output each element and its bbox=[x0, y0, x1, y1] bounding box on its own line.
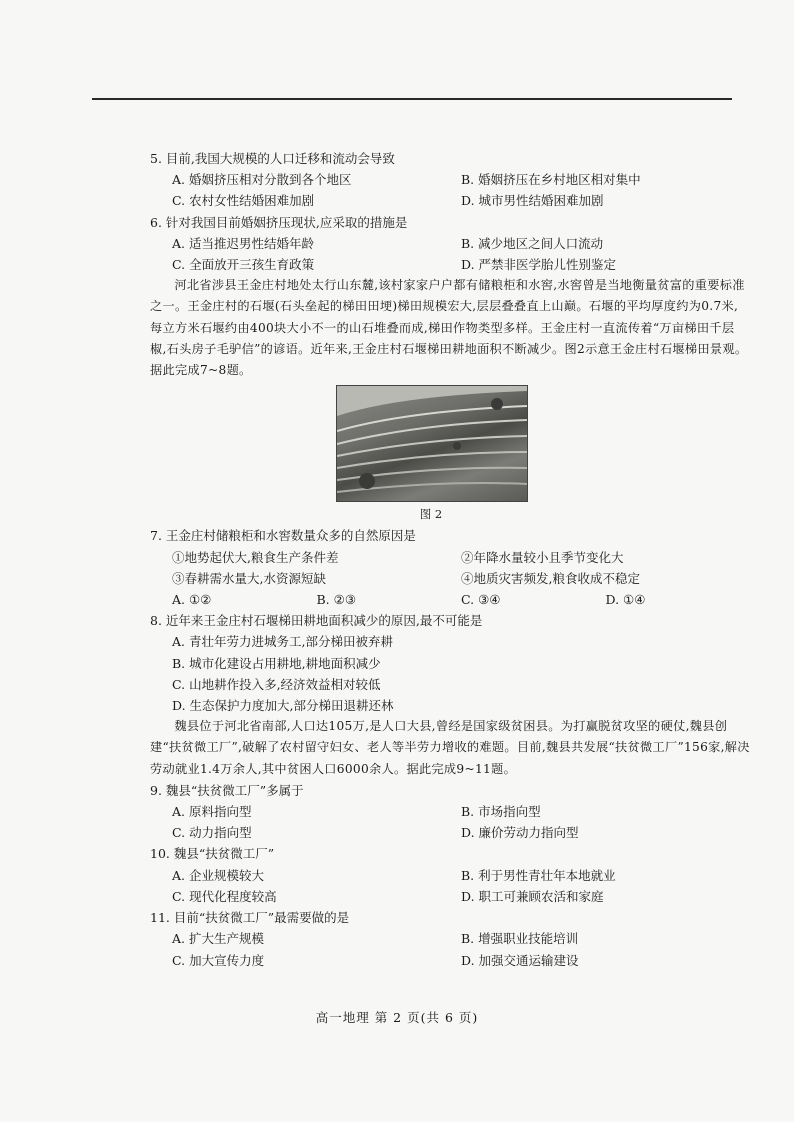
q10-options-row2 bbox=[150, 886, 750, 907]
q5-option-c[interactable]: C. 农村女性结婚困难加剧 bbox=[172, 193, 315, 209]
passage-wangjinzhuang: 河北省涉县王金庄村地处太行山东麓,该村家家户户都有储粮柜和水窖,水窖曾是当地衡量贫富的重要标准之一。王金庄村的石堰(石头垒起的梯田田埂)梯田规模宏大,层层叠叠直上山巅。石堰的平均厚度约为0.7米,每立方米石堰约由400块大小不一的山石堆叠而成,梯田作物类型多样。王金庄村一直流传着“万亩梯田千层椒,石头房子毛驴信”的谚语。近年来,王金庄村石堰梯田耕地面积不断减少。图2示意王金庄村石堰梯田景观。据此完成7~8题。 bbox=[150, 278, 748, 378]
header-rule bbox=[92, 98, 732, 100]
q5-option-d[interactable]: D. 城市男性结婚困难加剧 bbox=[461, 193, 604, 209]
q11-options-row2 bbox=[150, 950, 750, 971]
q10-options bbox=[150, 865, 750, 886]
q8-option-a[interactable]: A. 青壮年劳力进城务工,部分梯田被弃耕 bbox=[172, 634, 393, 650]
q5-stem: 5. 目前,我国大规模的人口迁移和流动会导致 bbox=[150, 151, 395, 166]
q8-option-b[interactable]: B. 城市化建设占用耕地,耕地面积减少 bbox=[172, 655, 381, 671]
q11-option-a[interactable]: A. 扩大生产规模 bbox=[172, 931, 264, 947]
q9-options bbox=[150, 801, 750, 822]
q11-stem: 11. 目前“扶贫微工厂”最需要做的是 bbox=[150, 910, 350, 926]
q8-option-d[interactable]: D. 生态保护力度加大,部分梯田退耕还林 bbox=[172, 698, 394, 714]
q11-options bbox=[150, 928, 750, 949]
q10-option-d[interactable]: D. 职工可兼顾农活和家庭 bbox=[461, 888, 604, 904]
q6-option-b[interactable]: B. 减少地区之间人口流动 bbox=[461, 235, 604, 251]
q11-option-b[interactable]: B. 增强职业技能培训 bbox=[461, 931, 579, 947]
q8-stem: 8. 近年来王金庄村石堰梯田耕地面积减少的原因,最不可能是 bbox=[150, 613, 483, 629]
q6-options-row2 bbox=[150, 254, 750, 275]
q6-options bbox=[150, 233, 750, 254]
q10-option-a[interactable]: A. 企业规模较大 bbox=[172, 867, 264, 883]
q5-option-b[interactable]: B. 婚姻挤压在乡村地区相对集中 bbox=[461, 172, 641, 188]
terrace-illustration bbox=[337, 386, 527, 501]
q7-statement-3: ③春耕需水量大,水资源短缺 bbox=[172, 570, 326, 586]
q6-option-a[interactable]: A. 适当推迟男性结婚年龄 bbox=[172, 235, 314, 251]
q10-option-c[interactable]: C. 现代化程度较高 bbox=[172, 888, 277, 904]
q7-option-c[interactable]: C. ③④ bbox=[461, 592, 501, 608]
q6-option-d[interactable]: D. 严禁非医学胎儿性别鉴定 bbox=[461, 257, 617, 273]
q7-stem: 7. 王金庄村储粮柜和水窖数量众多的自然原因是 bbox=[150, 528, 416, 544]
q10-option-b[interactable]: B. 利于男性青壮年本地就业 bbox=[461, 867, 616, 883]
q7-option-b[interactable]: B. ②③ bbox=[316, 592, 357, 608]
q7-statement-4: ④地质灾害频发,粮食收成不稳定 bbox=[461, 570, 640, 586]
q7-options bbox=[150, 589, 750, 610]
page-footer: 高一地理 第 2 页(共 6 页) bbox=[315, 1010, 479, 1025]
q7-statements-row2 bbox=[150, 568, 750, 589]
q5-option-a[interactable]: A. 婚姻挤压相对分散到各个地区 bbox=[172, 172, 352, 188]
q5-options-row2 bbox=[150, 190, 750, 211]
q11-option-d[interactable]: D. 加强交通运输建设 bbox=[461, 952, 579, 968]
q9-option-b[interactable]: B. 市场指向型 bbox=[461, 804, 541, 820]
q7-option-d[interactable]: D. ①④ bbox=[605, 592, 646, 608]
q7-statement-2: ②年降水量较小且季节变化大 bbox=[461, 549, 624, 565]
q6-option-c[interactable]: C. 全面放开三孩生育政策 bbox=[172, 257, 315, 273]
q7-statement-1: ①地势起伏大,粮食生产条件差 bbox=[172, 549, 339, 565]
q9-options-row2 bbox=[150, 822, 750, 843]
q7-option-a[interactable]: A. ①② bbox=[172, 592, 212, 608]
terrace-photo bbox=[336, 385, 528, 502]
q9-option-d[interactable]: D. 廉价劳动力指向型 bbox=[461, 825, 579, 841]
q7-statements bbox=[150, 547, 750, 568]
q11-option-c[interactable]: C. 加大宣传力度 bbox=[172, 952, 265, 968]
q5-options bbox=[150, 169, 750, 190]
passage-weixian: 魏县位于河北省南部,人口达105万,是人口大县,曾经是国家级贫困县。为打赢脱贫攻坚的硬仗,魏县创建“扶贫微工厂”,破解了农村留守妇女、老人等半劳力增收的难题。目前,魏县共发展“扶贫微工厂”156家,解决劳动就业1.4万余人,其中贫困人口6000余人。据此完成9~11题。 bbox=[150, 719, 750, 776]
q10-stem: 10. 魏县“扶贫微工厂” bbox=[150, 846, 275, 862]
q9-option-a[interactable]: A. 原料指向型 bbox=[172, 804, 252, 820]
q9-stem: 9. 魏县“扶贫微工厂”多属于 bbox=[150, 782, 304, 798]
q9-option-c[interactable]: C. 动力指向型 bbox=[172, 825, 252, 841]
figure-caption: 图 2 bbox=[419, 507, 443, 522]
q6-stem: 6. 针对我国目前婚姻挤压现状,应采取的措施是 bbox=[150, 214, 408, 230]
exam-content bbox=[150, 148, 750, 971]
q8-option-c[interactable]: C. 山地耕作投入多,经济效益相对较低 bbox=[172, 676, 381, 692]
